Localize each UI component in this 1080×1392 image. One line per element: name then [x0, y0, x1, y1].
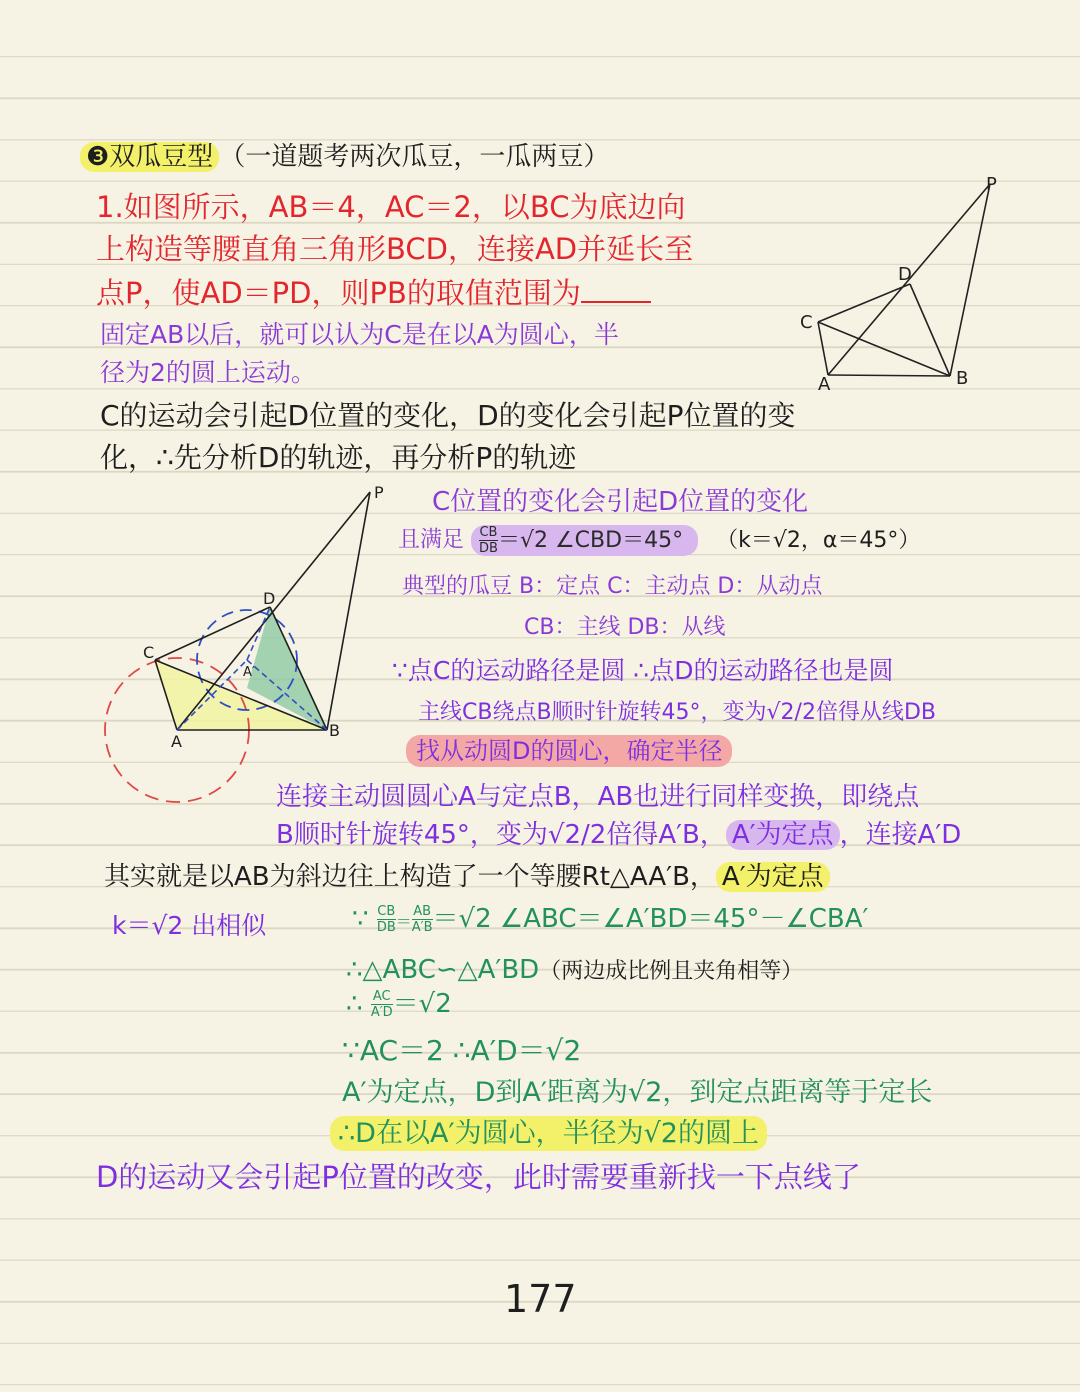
problem-line-1: 1.如图所示，AB＝4，AC＝2，以BC为底边向 — [96, 190, 686, 224]
right-note-path: ∵点C的运动路径是圆 ∴点D的运动路径也是圆 — [392, 656, 894, 685]
proof-step-2-text: ∴△ABC∽△A′BD — [346, 955, 540, 985]
fig2-label-b: B — [329, 721, 340, 740]
condition-highlight — [471, 525, 698, 556]
connect-line-2c: ，连接A′D — [839, 820, 962, 850]
right-note-title: C位置的变化会引起D位置的变化 — [432, 487, 809, 517]
fig2-label-a: A — [171, 732, 182, 751]
title-subtitle: （一道题考两次瓜豆，一瓜两豆） — [219, 142, 610, 172]
proof-step-1-rest: ＝√2 ∠ABC＝∠A′BD＝45°－∠CBA′ — [432, 904, 869, 934]
proof-step-1: ∵ $\frac{CB}{DB}$ ＝ $\frac{AB}{A'B}$ ＝√2 ∠ABC＝∠A′BD＝45°－∠CBA′ — [352, 904, 869, 935]
proof-step-1-prefix: ∵ — [352, 904, 369, 934]
step3-den: A′D — [370, 1005, 393, 1020]
proof-step-6-highlight: ∴D在以A′为圆心，半径为√2的圆上 — [330, 1116, 767, 1151]
problem-line-3 — [96, 277, 651, 308]
fig2-label-p: P — [374, 483, 384, 502]
title-highlight: ❸双瓜豆型 — [80, 142, 219, 172]
problem-line-2: 上构造等腰直角三角形BCD，连接AD并延长至 — [96, 232, 694, 266]
condition-prefix: 且满足 — [398, 527, 465, 553]
proof-step-1-frac-1 — [377, 905, 396, 934]
proof-step-1-frac-2 — [412, 905, 433, 934]
connect-line-2a: B顺时针旋转45°，变为√2/2倍得A′B， — [276, 820, 726, 850]
note-line-1: 固定AB以后，就可以认为C是在以A为圆心，半 — [100, 320, 619, 349]
step3-num: AC — [372, 989, 391, 1004]
right-note-condition — [398, 526, 920, 555]
connect-line-2 — [276, 822, 961, 848]
proof-step-3-frac — [371, 990, 393, 1019]
fig1-label-c: C — [800, 312, 813, 333]
problem-line-3-text: 点P，使AD＝PD，则PB的取值范围为 — [96, 276, 581, 310]
actually-text: 其实就是以AB为斜边往上构造了一个等腰Rt△AA′B， — [104, 862, 716, 892]
page-number: 177 — [504, 1277, 577, 1321]
proof-step-2 — [346, 957, 803, 983]
section-title — [80, 144, 609, 170]
fig2-label-a-prime: A′ — [243, 665, 255, 680]
analysis-line-2: 化，∴先分析D的轨迹，再分析P的轨迹 — [100, 441, 577, 474]
right-note-typical: 典型的瓜豆 B：定点 C：主动点 D：从动点 — [402, 574, 823, 599]
proof-step-3-rest: ＝√2 — [392, 989, 452, 1019]
fig1-label-b: B — [956, 368, 969, 389]
fig1-label-d: D — [898, 264, 912, 285]
fig2-label-c: C — [143, 643, 155, 662]
conclusion: D的运动又会引起P位置的改变，此时需要重新找一下点线了 — [96, 1160, 861, 1194]
actually-highlight: A′为定点 — [716, 862, 830, 892]
condition-k: （k＝√2，α＝45°） — [716, 527, 921, 553]
actually-line — [104, 864, 830, 890]
proof-step-5: A′为定点，D到A′距离为√2，到定点距离等于定长 — [342, 1077, 933, 1108]
find-highlight: 找从动圆D的圆心，确定半径 — [406, 735, 732, 767]
proof-step-4: ∵AC＝2 ∴A′D＝√2 — [342, 1034, 582, 1067]
fig1-label-a: A — [818, 374, 831, 395]
step1-f1-num: CB — [377, 904, 396, 919]
analysis-line-1: C的运动会引起D位置的变化，D的变化会引起P位置的变 — [100, 399, 796, 432]
proof-step-3-prefix: ∴ — [346, 989, 363, 1019]
right-note-find — [406, 739, 732, 763]
step1-f2-num: AB — [413, 904, 432, 919]
right-note-rotate: 主线CB绕点B顺时针旋转45°，变为√2/2倍得从线DB — [418, 700, 937, 725]
fig1-label-p: P — [986, 174, 997, 195]
condition-eq: ＝√2 ∠CBD＝45° — [497, 527, 684, 553]
condition-fraction — [479, 526, 498, 555]
figure-1 — [790, 170, 1020, 395]
figure-2 — [95, 480, 395, 810]
step1-f2-den: A′B — [411, 920, 433, 935]
condition-frac-den: DB — [479, 541, 498, 556]
step1-f1-den: DB — [376, 920, 396, 935]
note-line-2: 径为2的圆上运动。 — [100, 358, 316, 387]
condition-frac-num: CB — [479, 525, 498, 540]
proof-step-6 — [330, 1120, 767, 1147]
answer-blank — [581, 277, 651, 303]
right-note-lines: CB：主线 DB：从线 — [524, 615, 726, 640]
connect-line-1: 连接主动圆圆心A与定点B，AB也进行同样变换，即绕点 — [276, 782, 920, 812]
fig2-label-d: D — [263, 589, 276, 608]
proof-k-label: k＝√2 出相似 — [112, 911, 267, 940]
proof-step-2-note: （两边成比例且夹角相等） — [539, 959, 804, 984]
connect-highlight: A′为定点 — [726, 820, 840, 850]
proof-step-3 — [346, 990, 452, 1019]
